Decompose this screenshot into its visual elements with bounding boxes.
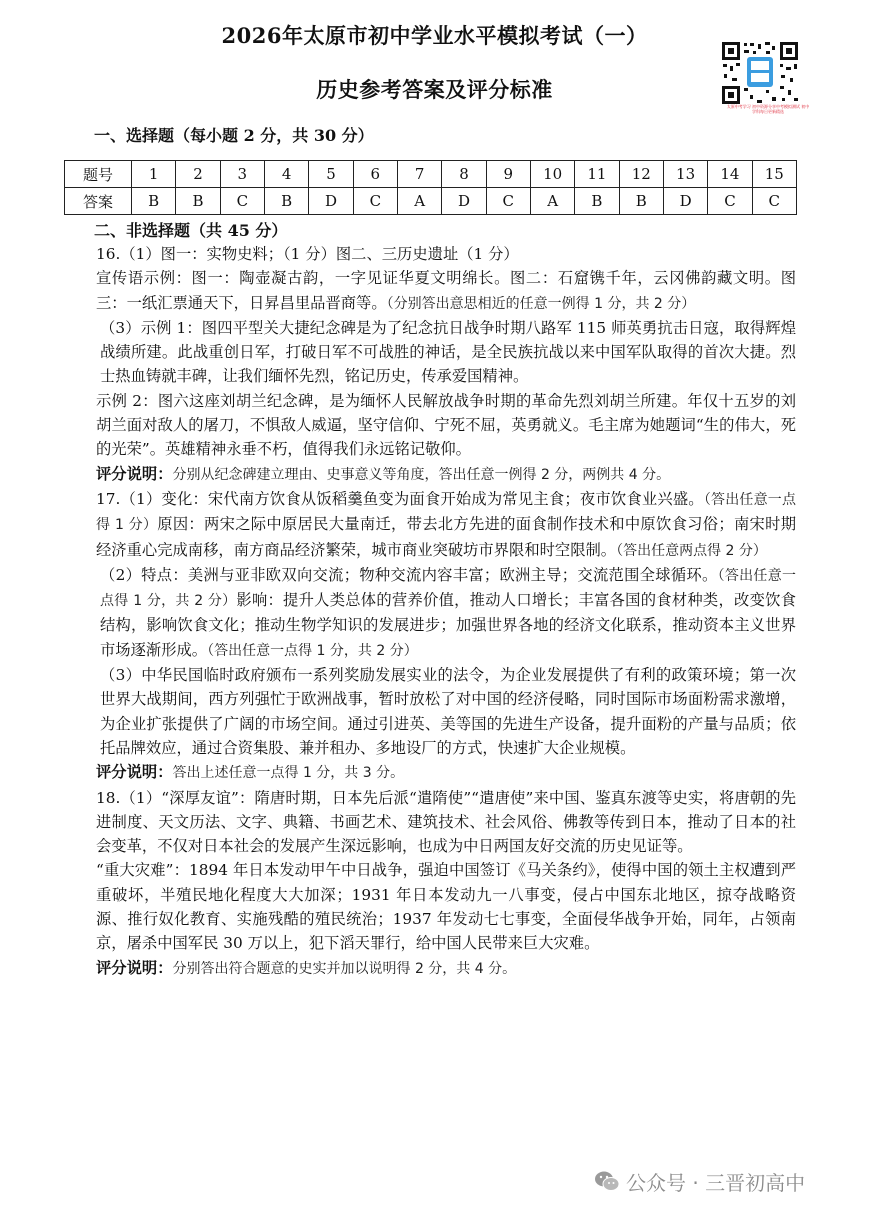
question-number: 12 [619, 161, 663, 188]
q18-friendship: 18.（1）“深厚友谊”：隋唐时期，日本先后派“遣隋使”“遣唐使”来中国、鉴真东渡等史实，将唐朝的先进制度、天文历法、文字、典籍、书画艺术、建筑技术、社会风俗、佛教等传到日本，推动了日本的社会变革，不仅对日本社会的发展产生深远影响，也成为中日两国友好交流的历史见证等。 [96, 788, 796, 856]
q16-part3-example2: 示例 2：图六这座刘胡兰纪念碑，是为缅怀人民解放战争时期的革命先烈刘胡兰所建。年仅十五岁的刘胡兰面对敌人的屠刀，不惧敌人威逼，坚守信仰、宁死不屈，英勇就义。毛主席为她题词“生的伟大，死的光荣”。英雄精神永垂不朽，值得我们永远铭记敬仰。 [96, 391, 796, 459]
answer-table [64, 160, 797, 215]
question-number: 9 [486, 161, 530, 188]
scoring-label: 评分说明： [96, 464, 173, 483]
question-number: 11 [575, 161, 619, 188]
q16-slogans: 宣传语示例：图一：陶壶凝古韵，一字见证华夏文明绵长。图二：石窟镌千年，云冈佛韵藏文明。图三：一纸汇票通天下，日昇昌里品晋商等。 [96, 269, 796, 312]
answer-cell: B [264, 188, 308, 215]
watermark-text: 公众号 · 三晋初高中 [626, 1170, 806, 1195]
q17-impact-scoring: （答出任意一点得 1 分，共 2 分） [207, 642, 418, 659]
table-row-answers [65, 188, 797, 215]
answer-cell: C [220, 188, 264, 215]
q17-reason: 原因：两宋之际中原居民大量南迁，带去北方先进的面食制作技术和中原饮食习俗；南宋时期经济重心完成南移，南方商品经济繁荣，城市商业突破坊市界限和时空限制。 [96, 515, 796, 559]
q17-features: （2）特点：美洲与亚非欧双向交流；物种交流内容丰富；欧洲主导；交流范围全球循环。 [100, 565, 718, 584]
answer-cell: D [663, 188, 707, 215]
watermark [594, 1166, 805, 1196]
q16-part2 [96, 266, 796, 316]
answer-cell: A [397, 188, 441, 215]
answer-cell: C [353, 188, 397, 215]
q18-disaster: “重大灾难”：1894 年日本发动甲午中日战争，强迫中国签订《马关条约》，使得中国的领土主权遭到严重破坏，半殖民地化程度大大加深；1931 年日本发动九一八事变，侵占中国东北地区，掠夺战略资源、推行奴化教育、实施残酷的殖民统治；1937 年发动七七事变，全面侵华战争开始，同年，占领南京，屠杀中国军民 30 万以上，犯下滔天罪行，给中国人民带来巨大灾难。 [96, 861, 796, 953]
answer-cell: B [575, 188, 619, 215]
question-number: 15 [752, 161, 796, 188]
q18-scoring-text: 分别答出符合题意的史实并加以说明得 2 分，共 4 分。 [172, 960, 517, 977]
qr-code [720, 40, 800, 106]
answer-cell: B [176, 188, 220, 215]
q17-change: 17.（1）变化：宋代南方饮食从饭稻羹鱼变为面食开始成为常见主食；夜市饮食业兴盛。 [96, 489, 704, 508]
answer-cell: C [752, 188, 796, 215]
question-number: 14 [708, 161, 752, 188]
answer-cell: C [486, 188, 530, 215]
q17-part3: （3）中华民国临时政府颁布一系列奖励发展实业的法令，为企业发展提供了有利的政策环境；第一次世界大战期间，西方列强忙于欧洲战事，暂时放松了对中国的经济侵略，同时国际市场面粉需求激增，为企业扩张提供了广阔的市场空间。通过引进英、美等国的先进生产设备，提升面粉的产量与品质；依托品牌效应，通过合资集股、兼并租办、多地设厂的方式，快速扩大企业规模。 [100, 666, 796, 757]
q16-part2-scoring: （分别答出意思相近的任意一例得 1 分，共 2 分） [386, 295, 696, 312]
q17-change-scoring: （答出任意一点得 1 分） [96, 491, 797, 534]
page-title: 2026年太原市初中学业水平模拟考试（一） [221, 23, 648, 48]
q16-scoring-text: 分别从纪念碑建立理由、史事意义等角度，答出任意一例得 2 分，两例共 4 分。 [172, 466, 671, 483]
q17-scoring-note [96, 760, 796, 785]
question-number: 6 [353, 161, 397, 188]
table-row-numbers [65, 161, 797, 188]
q17-reason-scoring: （答出任意两点得 2 分） [616, 542, 767, 559]
question-number: 5 [309, 161, 353, 188]
scoring-label: 评分说明： [96, 958, 173, 977]
q17-part2 [100, 563, 796, 663]
section-heading-choice: 一、选择题（每小题 2 分，共 30 分） [94, 126, 374, 145]
answer-cell: A [530, 188, 574, 215]
answer-cell: D [309, 188, 353, 215]
section-heading-nonchoice: 二、非选择题（共 45 分） [94, 221, 288, 240]
question-number: 2 [176, 161, 220, 188]
question-number: 1 [132, 161, 176, 188]
question-number: 3 [220, 161, 264, 188]
answer-cell: B [132, 188, 176, 215]
q16-scoring-note [96, 462, 796, 487]
question-number: 8 [442, 161, 486, 188]
q17-part1 [96, 487, 796, 563]
q18-scoring-note [96, 956, 796, 981]
answer-cell: D [442, 188, 486, 215]
page-subtitle: 历史参考答案及评分标准 [316, 77, 553, 102]
answer-cell: C [708, 188, 752, 215]
answer-cell: B [619, 188, 663, 215]
q16-part1: 16.（1）图一：实物史料；（1 分）图二、三历史遗址（1 分） [96, 245, 519, 263]
question-number: 7 [397, 161, 441, 188]
q16-part3-example1: （3）示例 1：图四平型关大捷纪念碑是为了纪念抗日战争时期八路军 115 师英勇抗击日寇，取得辉煌战绩所建。此战重创日军，打破日军不可战胜的神话，是全民族抗战以来中国军队取得的首次大捷。烈士热血铸就丰碑，让我们缅怀先烈，铭记历史，传承爱国精神。 [100, 318, 796, 386]
qr-caption: 太原中考学习 初中资源分享中考模拟测试 初中学科每日更新精选 [726, 104, 810, 114]
row-label-number: 题号 [65, 161, 132, 188]
row-label-answer: 答案 [65, 188, 132, 215]
wechat-icon [594, 1170, 620, 1192]
scoring-label: 评分说明： [96, 763, 173, 782]
answer-body [96, 242, 796, 981]
question-number: 10 [530, 161, 574, 188]
question-number: 4 [264, 161, 308, 188]
q17-features-scoring: （答出任意一点得 1 分，共 2 分） [100, 567, 796, 610]
q17-impact: 影响：提升人类总体的营养价值，推动人口增长；丰富各国的食材种类，改变饮食结构，影响饮食文化；推动生物学知识的发展进步；加强世界各地的经济文化联系，推动资本主义世界市场逐渐形成。 [100, 591, 796, 659]
q17-scoring-text: 答出上述任意一点得 1 分，共 3 分。 [172, 765, 405, 782]
question-number: 13 [663, 161, 707, 188]
